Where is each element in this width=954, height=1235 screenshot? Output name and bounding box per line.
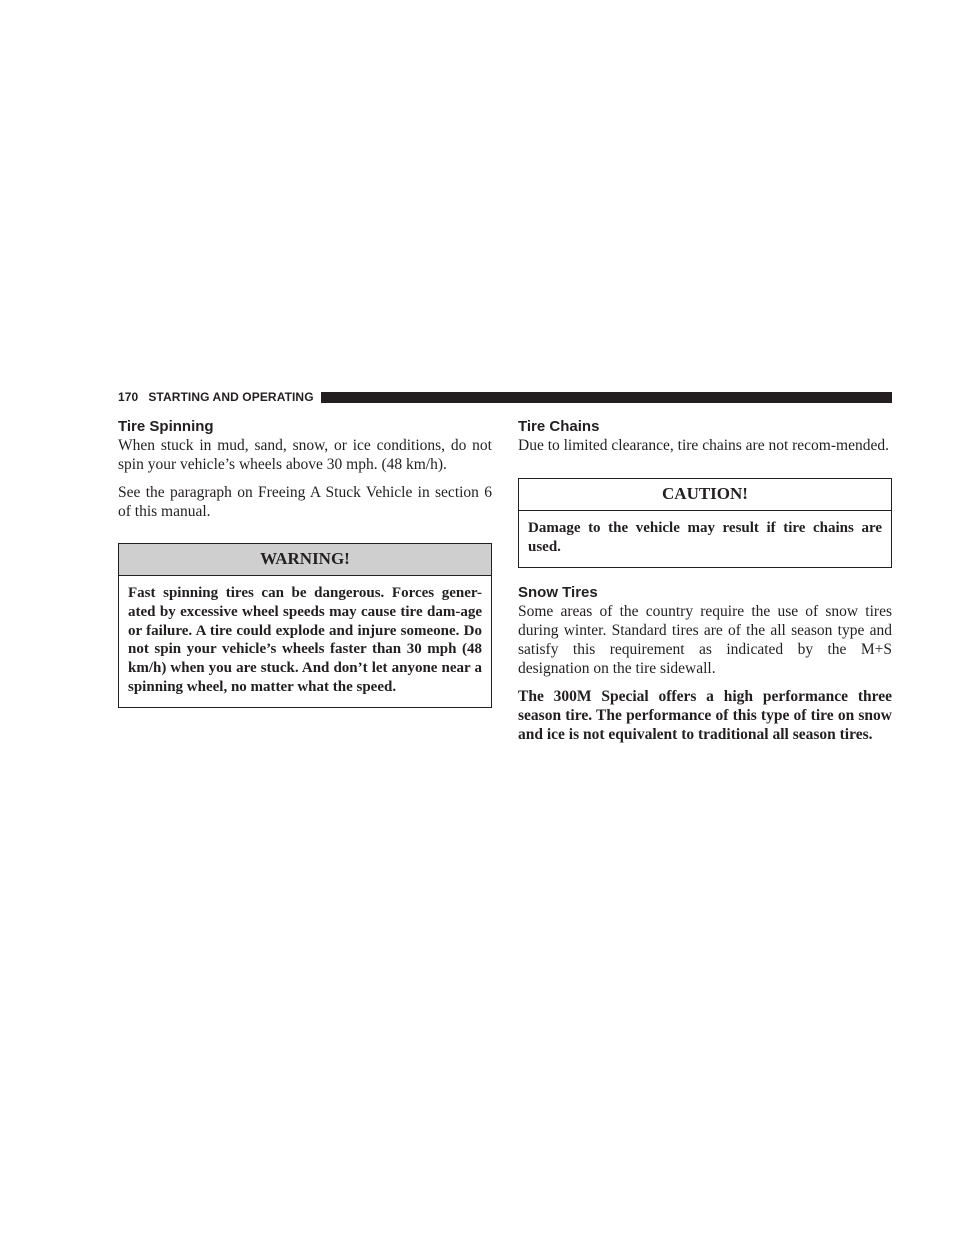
tire-spinning-paragraph: When stuck in mud, sand, snow, or ice conditions, do not spin your vehicle’s wheels above 30 mph. (48 km/h). — [118, 437, 492, 473]
warning-box — [118, 543, 492, 708]
page-number: 170 — [118, 390, 139, 404]
left-column — [118, 417, 492, 708]
snow-tires-paragraph: Some areas of the country require the use of snow tires during winter. Standard tires are of the all season type and satisfy this requirement as indicated by the M+S designation on the tire sidewall. — [518, 602, 892, 677]
header-rule — [321, 392, 892, 403]
tire-spinning-heading: Tire Spinning — [118, 418, 214, 435]
snow-tires-heading: Snow Tires — [518, 583, 598, 601]
snow-tires-performance-note: The 300M Special offers a high performance three season tire. The performance of this type of tire on snow and ice is not equivalent to traditional all season tires. — [518, 687, 892, 743]
page-header — [118, 389, 892, 405]
caution-title: CAUTION! — [519, 479, 891, 511]
tire-chains-heading: Tire Chains — [518, 418, 600, 435]
caution-body: Damage to the vehicle may result if tire chains are used. — [528, 520, 882, 555]
warning-body: Fast spinning tires can be dangerous. Forces gener-ated by excessive wheel speeds may cause tire dam-age or failure. A tire could explode and injure someone. Do not spin your vehicle’s wheels faster than 30 mph (48 km/h) when you are stuck. And don’t let anyone near a spinning wheel, no matter what the speed. — [128, 585, 482, 695]
warning-title: WARNING! — [119, 544, 491, 576]
section-title: STARTING AND OPERATING — [148, 390, 314, 404]
tire-chains-paragraph: Due to limited clearance, tire chains are not recom-mended. — [518, 437, 889, 454]
freeing-stuck-vehicle-paragraph: See the paragraph on Freeing A Stuck Vehicle in section 6 of this manual. — [118, 484, 492, 520]
caution-box — [518, 478, 892, 568]
right-column — [518, 417, 892, 744]
